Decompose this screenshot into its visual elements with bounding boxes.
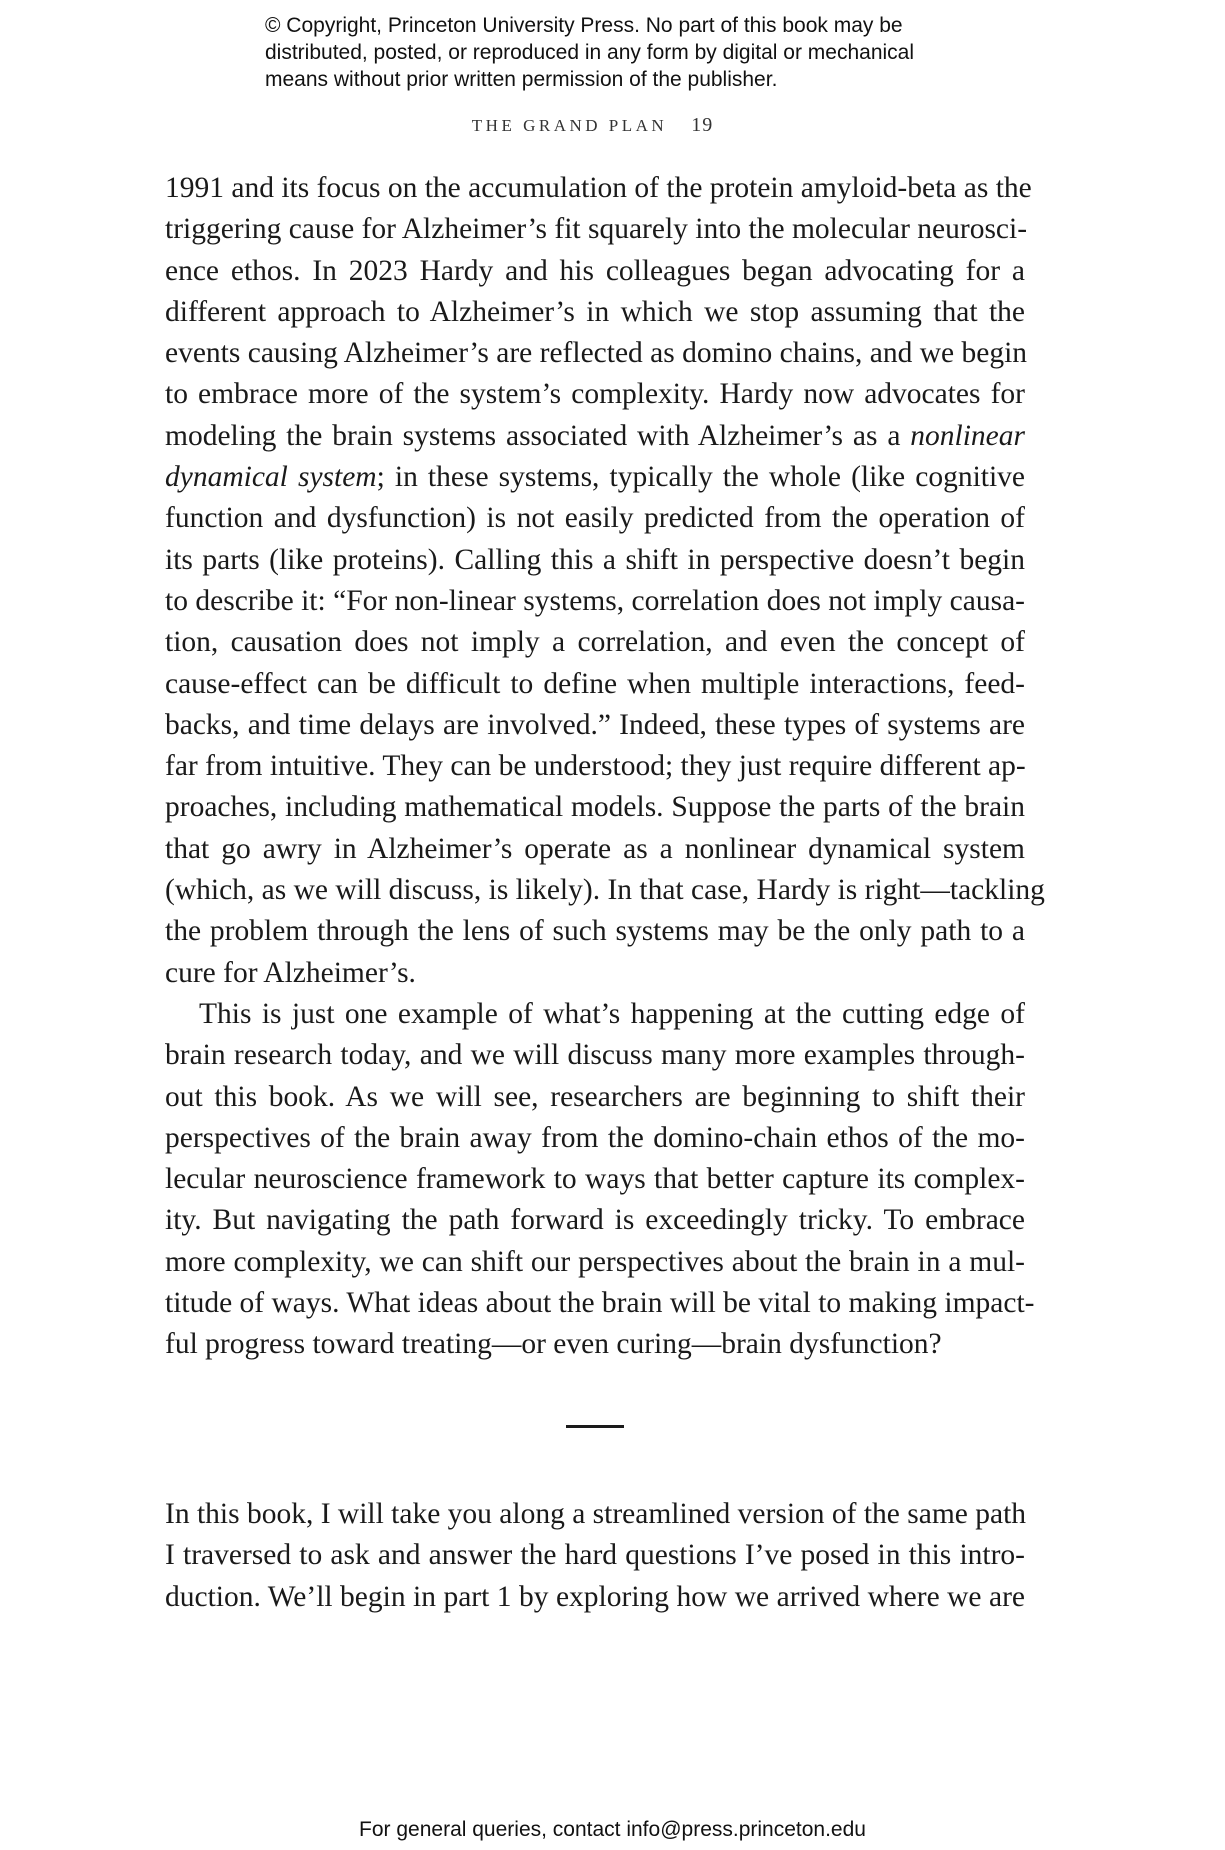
text-line: triggering cause for Alzheimer’s fit squarely into the molecular neurosci- [165, 213, 1028, 246]
italic-term: nonlinear [910, 419, 1025, 452]
text-line: In this book, I will take you along a streamlined version of the same path [165, 1498, 1027, 1530]
text-line: the problem through the lens of such systems may be the only path to a [165, 915, 1025, 948]
copyright-notice [265, 12, 1025, 93]
text-line: lecular neuroscience framework to ways that better capture its complex- [165, 1163, 1025, 1196]
text-line: to embrace more of the system’s complexity. Hardy now advocates for [165, 378, 1025, 411]
footer-contact: For general queries, contact info@press.princeton.edu [359, 1818, 866, 1841]
text-line: titude of ways. What ideas about the brain will be vital to making impact- [165, 1287, 1035, 1320]
text-line: proaches, including mathematical models. Suppose the parts of the brain [165, 791, 1025, 824]
text-line: its parts (like proteins). Calling this a shift in perspective doesn’t begin [165, 543, 1025, 576]
text-line: backs, and time delays are involved.” Indeed, these types of systems are [165, 708, 1025, 741]
text-line: ity. But navigating the path forward is exceedingly tricky. To embrace [165, 1204, 1025, 1237]
main-text-block [165, 1494, 1025, 1618]
main-text-block [165, 168, 1045, 1366]
copyright-line: © Copyright, Princeton University Press. No part of this book may be [265, 14, 903, 37]
running-head [0, 114, 1185, 137]
text-line: 1991 and its focus on the accumulation of the protein amyloid-beta as the [165, 172, 1032, 204]
text-line: ful progress toward treating—or even curing—brain dysfunction? [165, 1328, 942, 1361]
text-line: cause-effect can be difficult to define when multiple interactions, feed- [165, 667, 1025, 700]
text-line: ence ethos. In 2023 Hardy and his colleagues began advocating for a [165, 254, 1025, 287]
text-line: This is just one example of what’s happening at the cutting edge of [199, 997, 1025, 1030]
page-number: 19 [691, 114, 714, 136]
text-line: function and dysfunction) is not easily predicted from the operation of [165, 502, 1025, 535]
text-line: out this book. As we will see, researchers are beginning to shift their [165, 1080, 1025, 1113]
text-line: different approach to Alzheimer’s in which we stop assuming that the [165, 295, 1025, 328]
text-line: that go awry in Alzheimer’s operate as a nonlinear dynamical system [165, 832, 1025, 865]
text-line [165, 416, 1025, 457]
text-segment: ; in these systems, typically the whole (like cognitive [376, 461, 1026, 494]
copyright-line: distributed, posted, or reproduced in any form by digital or mechanical [265, 41, 915, 64]
italic-term: dynamical system [165, 461, 377, 494]
text-line: more complexity, we can shift our perspectives about the brain in a mul- [165, 1245, 1025, 1278]
section-break-rule [566, 1425, 624, 1428]
text-line: to describe it: “For non-linear systems, correlation does not imply causa- [165, 584, 1025, 617]
text-line: brain research today, and we will discuss many more examples through- [165, 1039, 1025, 1072]
running-head-title: THE GRAND PLAN [471, 116, 668, 135]
copyright-line: means without prior written permission of the publisher. [265, 68, 778, 91]
text-segment: modeling the brain systems associated with Alzheimer’s as a [165, 419, 911, 452]
text-line: tion, causation does not imply a correlation, and even the concept of [165, 626, 1025, 659]
text-line [165, 457, 1025, 498]
text-line: I traversed to ask and answer the hard questions I’ve posed in this intro- [165, 1539, 1025, 1572]
text-line: far from intuitive. They can be understood; they just require different ap- [165, 750, 1026, 783]
text-line: events causing Alzheimer’s are reflected as domino chains, and we begin [165, 337, 1028, 370]
text-line: (which, as we will discuss, is likely). In that case, Hardy is right—tackling [165, 874, 1045, 907]
text-line: duction. We’ll begin in part 1 by exploring how we arrived where we are [165, 1580, 1025, 1613]
text-line: cure for Alzheimer’s. [165, 956, 416, 989]
text-line: perspectives of the brain away from the domino-chain ethos of the mo- [165, 1121, 1025, 1154]
